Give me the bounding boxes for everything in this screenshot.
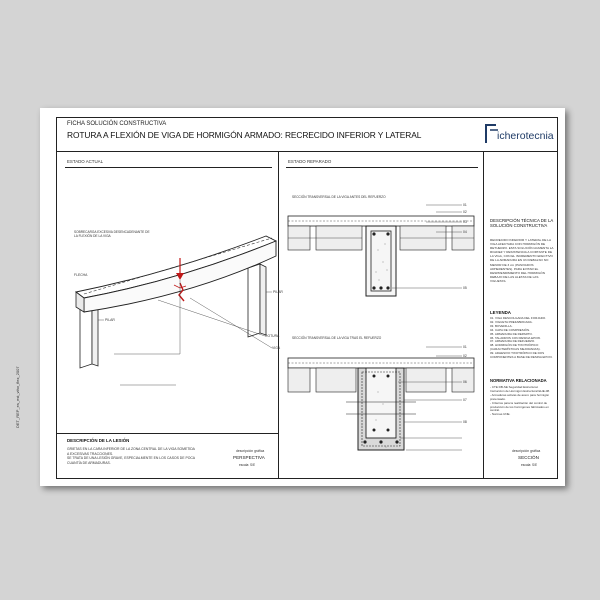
legend-item: 07. ARMADURA DE REFUERZO. xyxy=(490,339,536,344)
callout-after-06: 06 xyxy=(463,380,467,384)
side-code: DET_REP_es_est_viho_flex_2007 xyxy=(15,366,20,428)
logo xyxy=(484,120,556,148)
lesion-divider xyxy=(56,433,278,434)
lesion-line-4: CUANTÍA DE ARMADURAS. xyxy=(67,460,111,465)
legend-item: 09. ADHESIVO TIXOTRÓPICO DE DOS COMPONENTES A BASE DE RESINA EPOXI. xyxy=(490,351,553,360)
norm-list xyxy=(490,386,554,417)
lesion-line-1: GRIETAS EN LA CARA INFERIOR DE LA ZONA CENTRAL DE LA VIGA SOMETIDA xyxy=(67,447,195,451)
legend-list xyxy=(490,317,554,360)
legend-item: 03. BOVEDILLA. xyxy=(490,323,513,328)
norm-item: Instrucción de Hormigón Estructural EHE-08. xyxy=(490,388,550,393)
callout-03: 03 xyxy=(463,220,467,224)
lesion-line-3: SE TRATA DE UNA LESIÓN GRAVE, ESPECIALMENTE EN LOS CASOS DE POCA xyxy=(67,456,196,460)
label-pilar-right: PILAR xyxy=(273,290,283,294)
callout-after-01: 01 xyxy=(463,345,467,349)
label-sobrecarga: SOBRECARGA EXCESIVA DESENCADENANTE DE LA FLEXIÓN DE LA VIGA xyxy=(74,230,150,238)
norm-item: - Armaduras activas de acero para hormigón pretensado. xyxy=(490,392,550,401)
desc-text: RECRECIDO INFERIOR Y LATERAL DE LA VIGA AFECTADA CON HORMIGÓN DE RETUERZO. ESTA SOLUCIÓN AUMENTA LA RIGIDEZ Y RESISTENCIA A CORTANTE DE LA VIGA, CON EL INCREMENTO EFECTIVO DE LA ARMADURA EN UN REBALSO NO MENOR DE 3 cm (PASIVADOS ADHERENTES). PARA EVITAR EL DESPRENDIMIENTO DEL HORMIGÓN DEBAJO DE LAS ALETAS DE LAS VIGUETAS. xyxy=(490,238,554,283)
callout-after-02: 02 xyxy=(463,354,467,358)
label-pilar-left: PILAR xyxy=(105,318,115,322)
norm-item: - Criterios para la realización del control de producción de los hormigones fabricados en central. xyxy=(490,400,549,413)
legend-item: 04. CAPA DE COMPRESIÓN. xyxy=(490,327,530,332)
label-rotura: ROTURA xyxy=(265,334,280,338)
legend-item: 08. HORMIGÓN DE TIXOTRÓPICO (CARACTERÍSTICAS MEJORADAS). xyxy=(490,343,541,352)
legend-heading: LEYENDA xyxy=(490,310,511,315)
legend-item: 06. TALADROS CON RESINA EPOXI. xyxy=(490,335,542,340)
legend-item: 01. VIGA DESCOLGADA DEL FORJADO. xyxy=(490,316,547,320)
callout-after-08: 08 xyxy=(463,420,467,424)
estado-actual-heading: ESTADO ACTUAL xyxy=(67,159,104,164)
sheet-subtitle: FICHA SOLUCIÓN CONSTRUCTIVA xyxy=(67,121,167,127)
section1-title: SECCIÓN TRANSVERSAL DE LA VIGA ANTES DEL REFUERZO xyxy=(292,195,386,199)
sheet-title: ROTURA A FLEXIÓN DE VIGA DE HORMIGÓN ARMADO: RECRECIDO INFERIOR Y LATERAL xyxy=(67,130,422,140)
lesion-heading: DESCRIPCIÓN DE LA LESIÓN xyxy=(67,438,130,443)
norm-item: - CTE DB-SE Seguridad Estructural. xyxy=(490,385,539,389)
legend-item: 05. ARMADURA DE REPARTO. xyxy=(490,331,533,336)
callout-02: 02 xyxy=(463,210,467,214)
callout-04: 04 xyxy=(463,230,467,234)
right-caption-scale: escala: S/E xyxy=(521,463,538,467)
fichero-tecnia-logo-icon xyxy=(484,124,498,144)
logo-text: icherotecnia xyxy=(497,130,554,142)
section-after-drawing xyxy=(286,342,476,462)
divider-middle-right xyxy=(483,151,484,479)
callout-05: 05 xyxy=(463,286,467,290)
right-caption-title: SECCIÓN xyxy=(518,455,539,460)
label-viga: VIGA xyxy=(272,346,281,350)
label-flecha: FLECHA xyxy=(74,273,88,277)
section-before-drawing xyxy=(286,200,476,310)
left-caption-title: PERSPECTIVA xyxy=(233,455,265,460)
callout-01: 01 xyxy=(463,203,467,207)
legend-item: 02. VIGUETA PREFABRICADA. xyxy=(490,319,533,324)
callout-after-07: 07 xyxy=(463,398,467,402)
right-caption-label: descripción gráfica xyxy=(512,449,541,453)
left-caption-scale: escala: S/E xyxy=(239,463,256,467)
estado-reparado-heading: ESTADO REPARADO xyxy=(288,159,332,164)
lesion-line-2: A EXCESIVAS TRACCIONES. xyxy=(67,451,114,456)
section2-title: SECCIÓN TRANSVERSAL DE LA VIGA TRAS EL REFUERZO xyxy=(292,336,382,340)
middle-heading-underline xyxy=(286,167,478,168)
left-caption-label: descripción gráfica xyxy=(236,449,265,453)
norm-item: - Normas UNE. xyxy=(490,412,511,417)
drawing-sheet xyxy=(15,108,565,486)
norm-heading: NORMATIVA RELACIONADA xyxy=(490,378,547,383)
desc-heading: DESCRIPCIÓN TÉCNICA DE LA SOLUCIÓN CONSTRUCTIVA xyxy=(490,218,553,228)
